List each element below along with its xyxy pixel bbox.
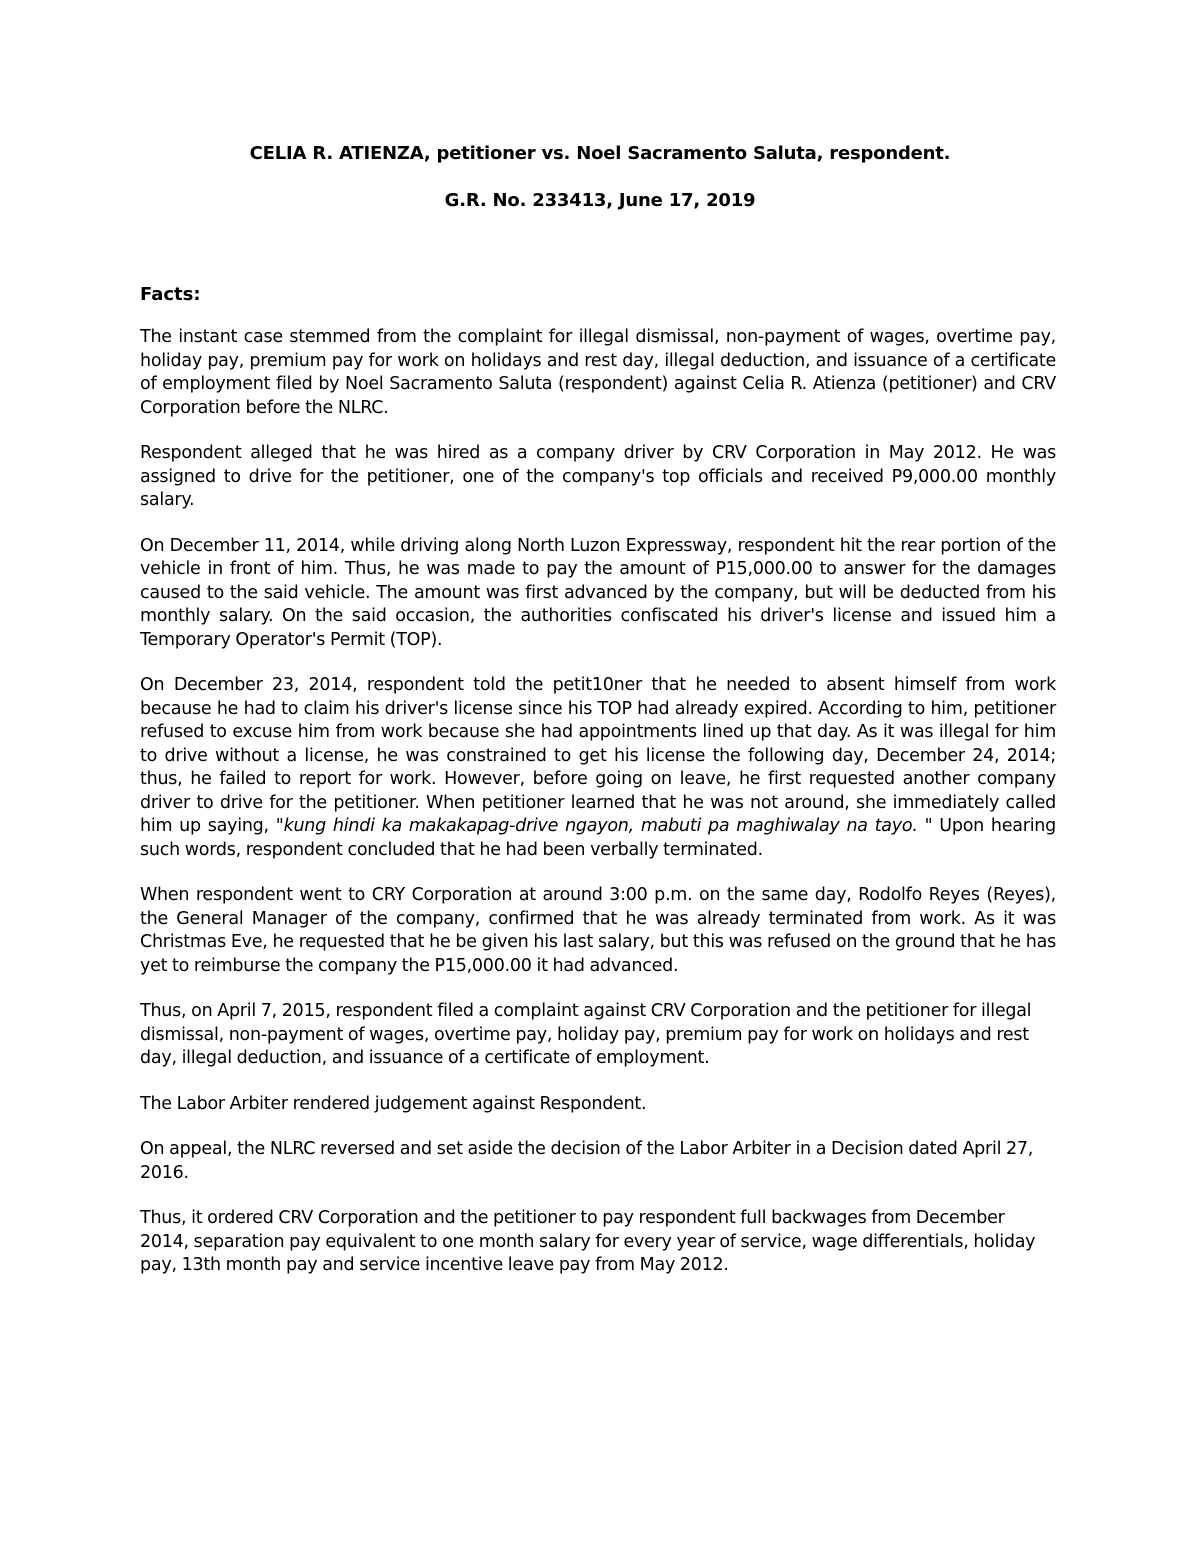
- facts-body: [140, 326, 1056, 1300]
- paragraph-confirmation: When respondent went to CRY Corporation at around 3:00 p.m. on the same day, Rodolfo Reyes (Reyes), the General Manager of the company, confirmed that he was already terminated from work. As it was Christmas Eve, he requested that he be given his last salary, but this was refused on the ground that he has yet to reimburse the company the P15,000.00 it had advanced.: [140, 885, 1056, 976]
- paragraph-labor-arbiter: The Labor Arbiter rendered judgement against Respondent.: [140, 1093, 647, 1114]
- paragraph-termination-call-end: " Upon hearing such words, respondent concluded that he had been verbally terminated.: [140, 816, 1057, 860]
- paragraph-accident: On December 11, 2014, while driving along North Luzon Expressway, respondent hit the rear portion of the vehicle in front of him. Thus, he was made to pay the amount of P15,000.00 to answer for the damages caused to the said vehicle. The amount was first advanced by the company, but will be deducted from his monthly salary. On the said occasion, the authorities confiscated his driver's license and issued him a Temporary Operator's Permit (TOP).: [140, 535, 1056, 650]
- paragraph-hiring: Respondent alleged that he was hired as a company driver by CRV Corporation in May 2012. He was assigned to drive for the petitioner, one of the company's top officials and received P9,000.00 monthly salary.: [140, 443, 1056, 510]
- paragraph-appeal: On appeal, the NLRC reversed and set aside the decision of the Labor Arbiter in a Decision dated April 27, 2016.: [140, 1139, 1034, 1183]
- facts-heading: Facts:: [140, 284, 201, 305]
- paragraph-order: Thus, it ordered CRV Corporation and the petitioner to pay respondent full backwages from December 2014, separation pay equivalent to one month salary for every year of service, wage differentials, holiday pay, 13th month pay and service incentive leave pay from May 2012.: [140, 1208, 1036, 1275]
- paragraph-termination-call: [140, 674, 1056, 862]
- quoted-statement: "kung hindi ka makakapag-drive ngayon, mabuti pa maghiwalay na tayo.: [275, 816, 918, 836]
- case-title: CELIA R. ATIENZA, petitioner vs. Noel Sacramento Saluta, respondent.: [249, 143, 951, 164]
- paragraph-filing: Thus, on April 7, 2015, respondent filed a complaint against CRV Corporation and the petitioner for illegal dismissal, non-payment of wages, overtime pay, holiday pay, premium pay for work on holidays and rest day, illegal deduction, and issuance of a certificate of employment.: [140, 1001, 1032, 1068]
- paragraph-complaint: The instant case stemmed from the complaint for illegal dismissal, non-payment of wages, overtime pay, holiday pay, premium pay for work on holidays and rest day, illegal deduction, and issuance of a certificate of employment filed by Noel Sacramento Saluta (respondent) against Celia R. Atienza (petitioner) and CRV Corporation before the NLRC.: [140, 327, 1056, 418]
- paragraph-termination-call-text: On December 23, 2014, respondent told the petit10ner that he needed to absent himself from work because he had to claim his driver's license since his TOP had already expired. According to him, petitioner refused to excuse him from work because she had appointments lined up that day. As it was illegal for him to drive without a license, he was constrained to get his license the following day, December 24, 2014; thus, he failed to report for work. However, before going on leave, he first requested another company driver to drive for the petitioner. When petitioner learned that he was not around, she immediately called him up saying,: [140, 675, 1056, 836]
- case-number-date: G.R. No. 233413, June 17, 2019: [444, 190, 756, 211]
